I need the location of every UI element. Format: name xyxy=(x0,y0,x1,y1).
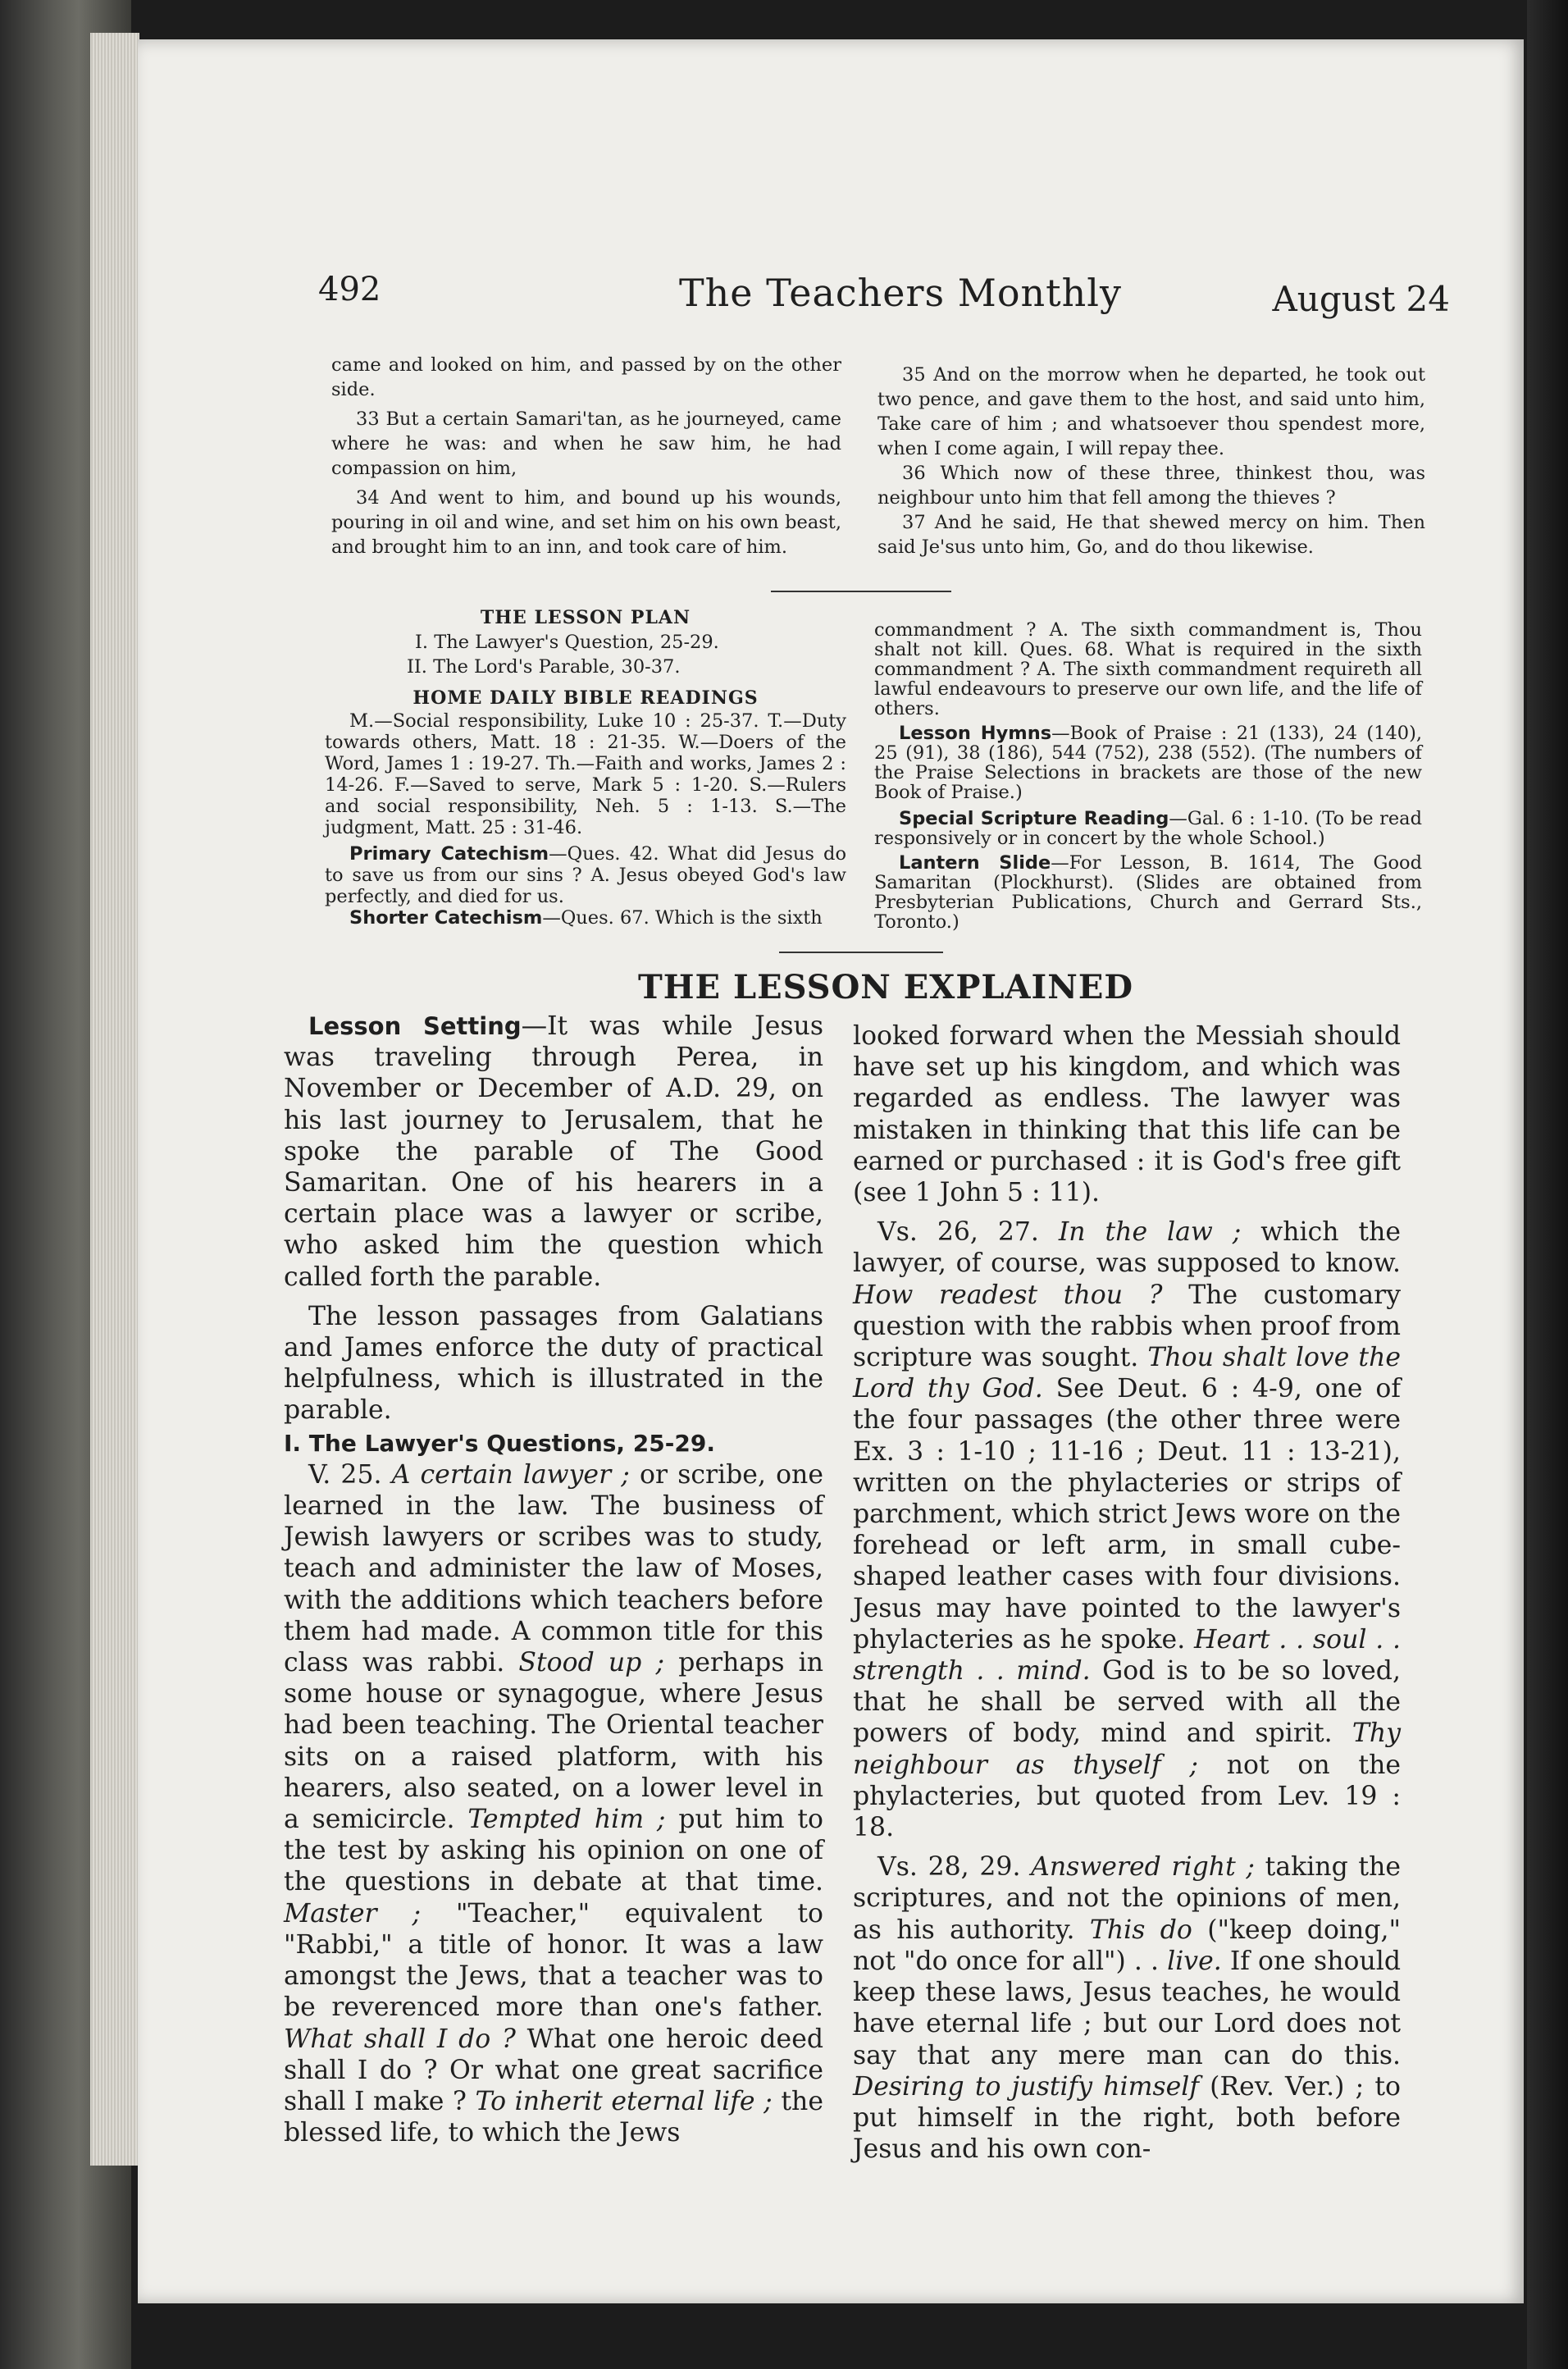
lesson-plan-item: I. The Lawyer's Question, 25-29. xyxy=(415,632,719,653)
helps-right-column xyxy=(874,620,1422,932)
lesson-plan-heading: THE LESSON PLAN xyxy=(480,607,691,628)
lesson-plan-item: II. The Lord's Parable, 30-37. xyxy=(407,656,681,678)
shorter-catechism-label: Shorter Catechism xyxy=(349,907,543,929)
scripture-right-column xyxy=(877,363,1425,559)
explained-left-column xyxy=(284,1011,823,2148)
explained-right-column xyxy=(853,1020,1401,2165)
lantern-slide xyxy=(874,853,1422,932)
page-edges xyxy=(90,33,139,2166)
verse-28-paragraph: Vs. 28, 29. Answered right ; taking the scriptures, and not the opinions of men, as his authority. This do ("keep doing," not "do once for all") . . live. If one should keep these laws, Jesus teaches, he would have eternal life ; but our Lord does not say that any mere man can do this. Desiring to justify himself (Rev. Ver.) ; to put himself in the right, both before Jesus and his own con- xyxy=(853,1852,1402,2165)
special-scripture-text: —Gal. 6 : 1-10. (To be read responsively or in concert by the whole School.) xyxy=(874,808,1422,849)
verse-25-paragraph: V. 25. A certain lawyer ; or scribe, one learned in the law. The business of Jewish lawyers or scribes was to study, teach and administer the law of Moses, with the additions which teachers before them had made. A common title for this class was rabbi. Stood up ; perhaps in some house or synagogue, where Jesus had been teaching. The Oriental teacher sits on a raised platform, with his hearers, also seated, on a lower level in a semicircle. Tempted him ; put him to the test by asking his opinion on one of the questions in debate at that time. Master ; "Teacher," equivalent to "Rabbi," a title of honor. It was a law amongst the Jews, that a teacher was to be reverenced more than one's father. What shall I do ? What one heroic deed shall I do ? Or what one great sacrifice shall I make ? To inherit eternal life ; the blessed life, to which the Jews xyxy=(284,1459,824,2148)
lesson-hymns xyxy=(874,723,1422,802)
divider-rule xyxy=(771,591,951,592)
lantern-slide-label: Lantern Slide xyxy=(899,852,1051,874)
primary-catechism xyxy=(325,843,846,907)
lesson-setting xyxy=(284,1011,823,1293)
page-shadow xyxy=(1527,0,1568,2369)
scripture-left-column xyxy=(331,353,841,559)
special-scripture-label: Special Scripture Reading xyxy=(899,808,1169,829)
scripture-verse: 35 And on the morrow when he departed, he took out two pence, and gave them to the host, and said unto him, Take care of him ; and whatsoever thou spendest more, when I come again, I will repay thee. xyxy=(877,364,1425,459)
page-number: 492 xyxy=(318,271,381,308)
verse-26-paragraph: Vs. 26, 27. In the law ; which the lawyer, of course, was supposed to know. How readest thou ? The customary question with the rabbis when proof from scripture was sought. Thou shalt love the Lord thy God. See Deut. 6 : 4-9, one of the four passages (the other three were Ex. 3 : 1-10 ; 11-16 ; Deut. 11 : 13-21), written on the phylacteries or strips of parchment, which strict Jews wore on the forehead or left arm, in small cube-shaped leather cases with four divisions. Jesus may have pointed to the lawyer's phylacteries as he spoke. Heart . . soul . . strength . . mind. God is to be so loved, that he shall be served with all the powers of body, mind and spirit. Thy neighbour as thyself ; not on the phylacteries, but quoted from Lev. 19 : 18. xyxy=(853,1217,1402,1843)
shorter-catechism-text: —Ques. 67. Which is the sixth xyxy=(542,907,823,929)
readings-heading: HOME DAILY BIBLE READINGS xyxy=(413,687,759,709)
lesson-setting-text: —It was while Jesus was traveling through Perea, in November or December of A.D. 29, on his last journey to Jerusalem, that he spoke the parable of The Good Samaritan. One of his hearers in a certain place was a lawyer or scribe, who asked him the question which called forth the parable. xyxy=(284,1011,823,1292)
lesson-hymns-label: Lesson Hymns xyxy=(899,723,1052,744)
running-date: August 24 xyxy=(1272,279,1450,319)
primary-catechism-text: —Ques. 42. What did Jesus do to save us from our sins ? A. Jesus obeyed God's law perfectly, and died for us. xyxy=(325,843,846,907)
passages-paragraph: The lesson passages from Galatians and James enforce the duty of practical helpfulness, which is illustrated in the parable. xyxy=(284,1301,823,1426)
lesson-setting-label: Lesson Setting xyxy=(308,1012,522,1040)
special-scripture xyxy=(874,809,1422,848)
divider-rule xyxy=(779,952,943,953)
section-heading: I. The Lawyer's Questions, 25-29. xyxy=(284,1429,715,1457)
scripture-verse: 33 But a certain Samari'tan, as he journeyed, came where he was: and when he saw him, he had compassion on him, xyxy=(331,409,841,479)
scripture-verse: came and looked on him, and passed by on the other side. xyxy=(331,354,841,400)
running-title: The Teachers Monthly xyxy=(679,271,1122,315)
continuation-paragraph: looked forward when the Messiah should have set up his kingdom, and which was regarded as endless. The lawyer was mistaken in thinking that this life can be earned or purchased : it is God's free gift (see 1 John 5 : 11). xyxy=(853,1021,1401,1208)
lesson-hymns-text: —Book of Praise : 21 (133), 24 (140), 25 (91), 38 (186), 544 (752), 238 (552). (The numbers of the Praise Selections in brackets are those of the new Book of Praise.) xyxy=(874,723,1422,803)
lantern-slide-text: —For Lesson, B. 1614, The Good Samaritan (Plockhurst). (Slides are obtained from Presbyterian Publications, Church and Gerrard Sts., Toronto.) xyxy=(874,852,1423,933)
shorter-catechism xyxy=(325,907,846,929)
helps-left-column xyxy=(325,605,846,929)
primary-catechism-label: Primary Catechism xyxy=(349,843,549,865)
scripture-verse: 37 And he said, He that shewed mercy on him. Then said Je'sus unto him, Go, and do thou likewise. xyxy=(877,512,1425,558)
catechism-continuation: commandment ? A. The sixth commandment is, Thou shalt not kill. Ques. 68. What is required in the sixth commandment ? A. The sixth commandment requireth all lawful endeavours to preserve our own life, and the life of others. xyxy=(874,619,1422,719)
scripture-verse: 34 And went to him, and bound up his wounds, pouring in oil and wine, and set him on his own beast, and brought him to an inn, and took care of him. xyxy=(331,487,841,558)
readings-text: M.—Social responsibility, Luke 10 : 25-37. T.—Duty towards others, Matt. 18 : 21-35. W.—Doers of the Word, James 1 : 19-27. Th.—Faith and works, James 2 : 14-26. F.—Saved to serve, Mark 5 : 1-20. S.—Rulers and social responsibility, Neh. 5 : 1-13. S.—The judgment, Matt. 25 : 31-46. xyxy=(325,710,846,838)
lesson-explained-heading: THE LESSON EXPLAINED xyxy=(637,968,1134,1006)
scripture-verse: 36 Which now of these three, thinkest thou, was neighbour unto him that fell among the thieves ? xyxy=(877,463,1425,509)
running-header xyxy=(318,271,1450,336)
